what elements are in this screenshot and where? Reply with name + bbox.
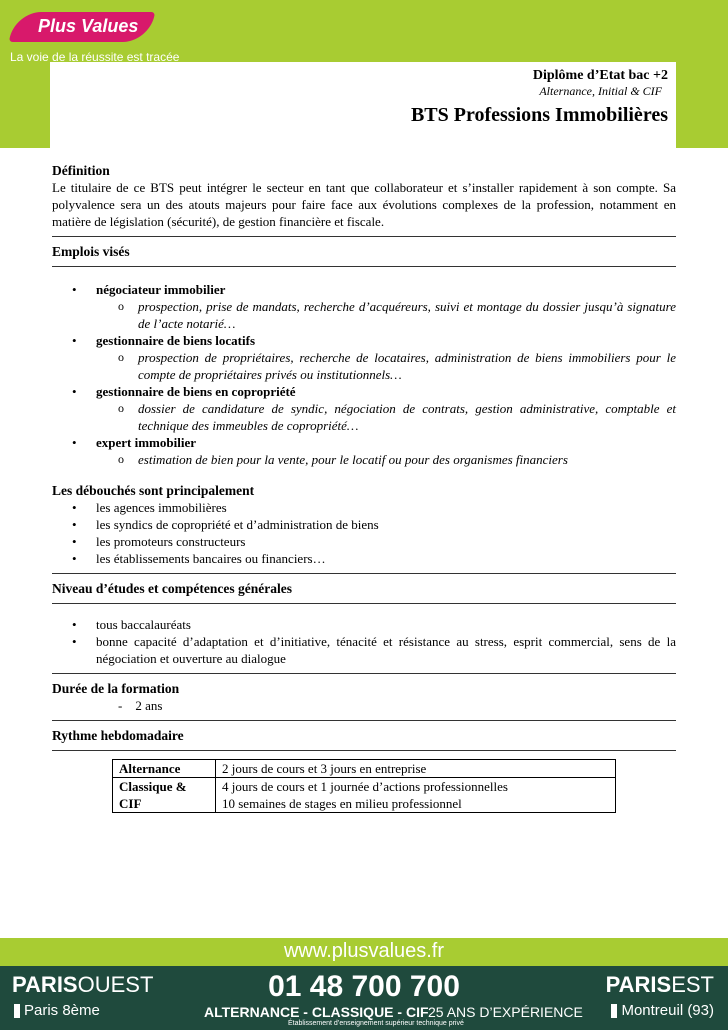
- emploi-label: gestionnaire de biens locatifs: [96, 333, 256, 348]
- logo-tagline: La voie de la réussite est tracée: [10, 50, 180, 64]
- debouches-title: Les débouchés sont principalement: [52, 483, 255, 498]
- emploi-detail: o prospection de propriétaires, recherche de locataires, administration de biens immobiliers pour le compte de propriétaires privés ou institutionnels…: [96, 349, 676, 383]
- dash-marker: -: [118, 698, 123, 713]
- footer: [0, 938, 728, 1030]
- rythme-line: 4 jours de cours et 1 journée d’actions professionnelles: [222, 779, 508, 794]
- list-item: [52, 332, 676, 383]
- emploi-label: négociateur immobilier: [96, 282, 226, 297]
- list-item: [52, 281, 676, 332]
- duree-value-row: [52, 697, 676, 714]
- document-body: [52, 162, 676, 813]
- emploi-label: gestionnaire de biens en copropriété: [96, 384, 296, 399]
- emploi-label: expert immobilier: [96, 435, 196, 450]
- list-item: • les établissements bancaires ou financiers…: [52, 550, 676, 567]
- divider: [52, 573, 676, 574]
- diploma-level: Diplôme d’Etat bac +2: [532, 68, 668, 83]
- footer-experience: 25 ANS D’EXPÉRIENCE: [428, 1004, 583, 1020]
- campus-paris-ouest: PARISOUEST: [12, 972, 154, 997]
- list-item: • bonne capacité d’adaptation et d’initiative, ténacité et résistance au stress, esprit commercial, sens de la négociation et ouverture au dialogue: [52, 633, 676, 667]
- footer-etablissement: Établissement d’enseignement supérieur technique privé: [288, 1020, 464, 1027]
- definition-text: Le titulaire de ce BTS peut intégrer le secteur en tant que collaborateur et s’installer rapidement à son compte. Sa polyvalence sera un des atouts majeurs pour faire face aux évolutions complexes de la profession, notamment en matière de législation (sécurité), de gestion financière et fiscale.: [52, 180, 676, 229]
- debouches-list: [52, 499, 676, 567]
- logo: [0, 0, 200, 72]
- phone-number[interactable]: 01 48 700 700: [268, 970, 460, 1003]
- rythme-title: Rythme hebdomadaire: [52, 728, 184, 743]
- list-item: • tous baccalauréats: [52, 616, 676, 633]
- list-item: [52, 383, 676, 434]
- list-item: • les syndics de copropriété et d’administration de biens: [52, 516, 676, 533]
- rythme-value: [216, 778, 616, 813]
- page-title: BTS Professions Immobilières: [410, 104, 668, 126]
- footer-bar: [0, 966, 728, 1030]
- campus-paris-8: Paris 8ème: [14, 1002, 100, 1019]
- website-link[interactable]: www.plusvalues.fr: [283, 940, 445, 962]
- header-banner: [0, 0, 728, 148]
- duree-value: 2 ans: [135, 698, 163, 713]
- divider: [52, 236, 676, 237]
- niveau-title: Niveau d’études et compétences générales: [52, 581, 292, 596]
- emploi-detail: o dossier de candidature de syndic, négociation de contrats, gestion administrative, comptable et technique des immeubles de copropriété…: [96, 400, 676, 434]
- rythme-label: Alternance: [113, 760, 216, 778]
- divider: [52, 750, 676, 751]
- campus-paris-est: PARISEST: [605, 972, 714, 997]
- emplois-title: Emplois visés: [52, 244, 130, 259]
- campus-montreuil: Montreuil (93): [611, 1002, 714, 1019]
- table-row: [113, 778, 616, 813]
- location-marker-icon: [611, 1004, 617, 1018]
- definition-title: Définition: [52, 163, 110, 178]
- divider: [52, 266, 676, 267]
- rythme-line: 10 semaines de stages en milieu professionnel: [222, 796, 462, 811]
- rythme-label: Classique & CIF: [113, 778, 216, 813]
- emplois-list: [52, 281, 676, 468]
- list-item: • les agences immobilières: [52, 499, 676, 516]
- footer-modes: ALTERNANCE - CLASSIQUE - CIF: [204, 1004, 429, 1020]
- list-item: • les promoteurs constructeurs: [52, 533, 676, 550]
- rythme-table: [112, 759, 616, 813]
- divider: [52, 673, 676, 674]
- divider: [52, 603, 676, 604]
- niveau-list: [52, 616, 676, 667]
- emploi-detail: o estimation de bien pour la vente, pour le locatif ou pour des organismes financiers: [96, 451, 676, 468]
- location-marker-icon: [14, 1004, 20, 1018]
- study-modes: Alternance, Initial & CIF: [539, 84, 662, 98]
- rythme-value: 2 jours de cours et 3 jours en entreprise: [216, 760, 616, 778]
- emploi-detail: o prospection, prise de mandats, recherche d’acquéreurs, suivi et montage du dossier jusqu’à signature de l’acte notarié…: [96, 298, 676, 332]
- duree-title: Durée de la formation: [52, 681, 180, 696]
- divider: [52, 720, 676, 721]
- table-row: [113, 760, 616, 778]
- logo-text: Plus Values: [38, 16, 139, 36]
- list-item: [52, 434, 676, 468]
